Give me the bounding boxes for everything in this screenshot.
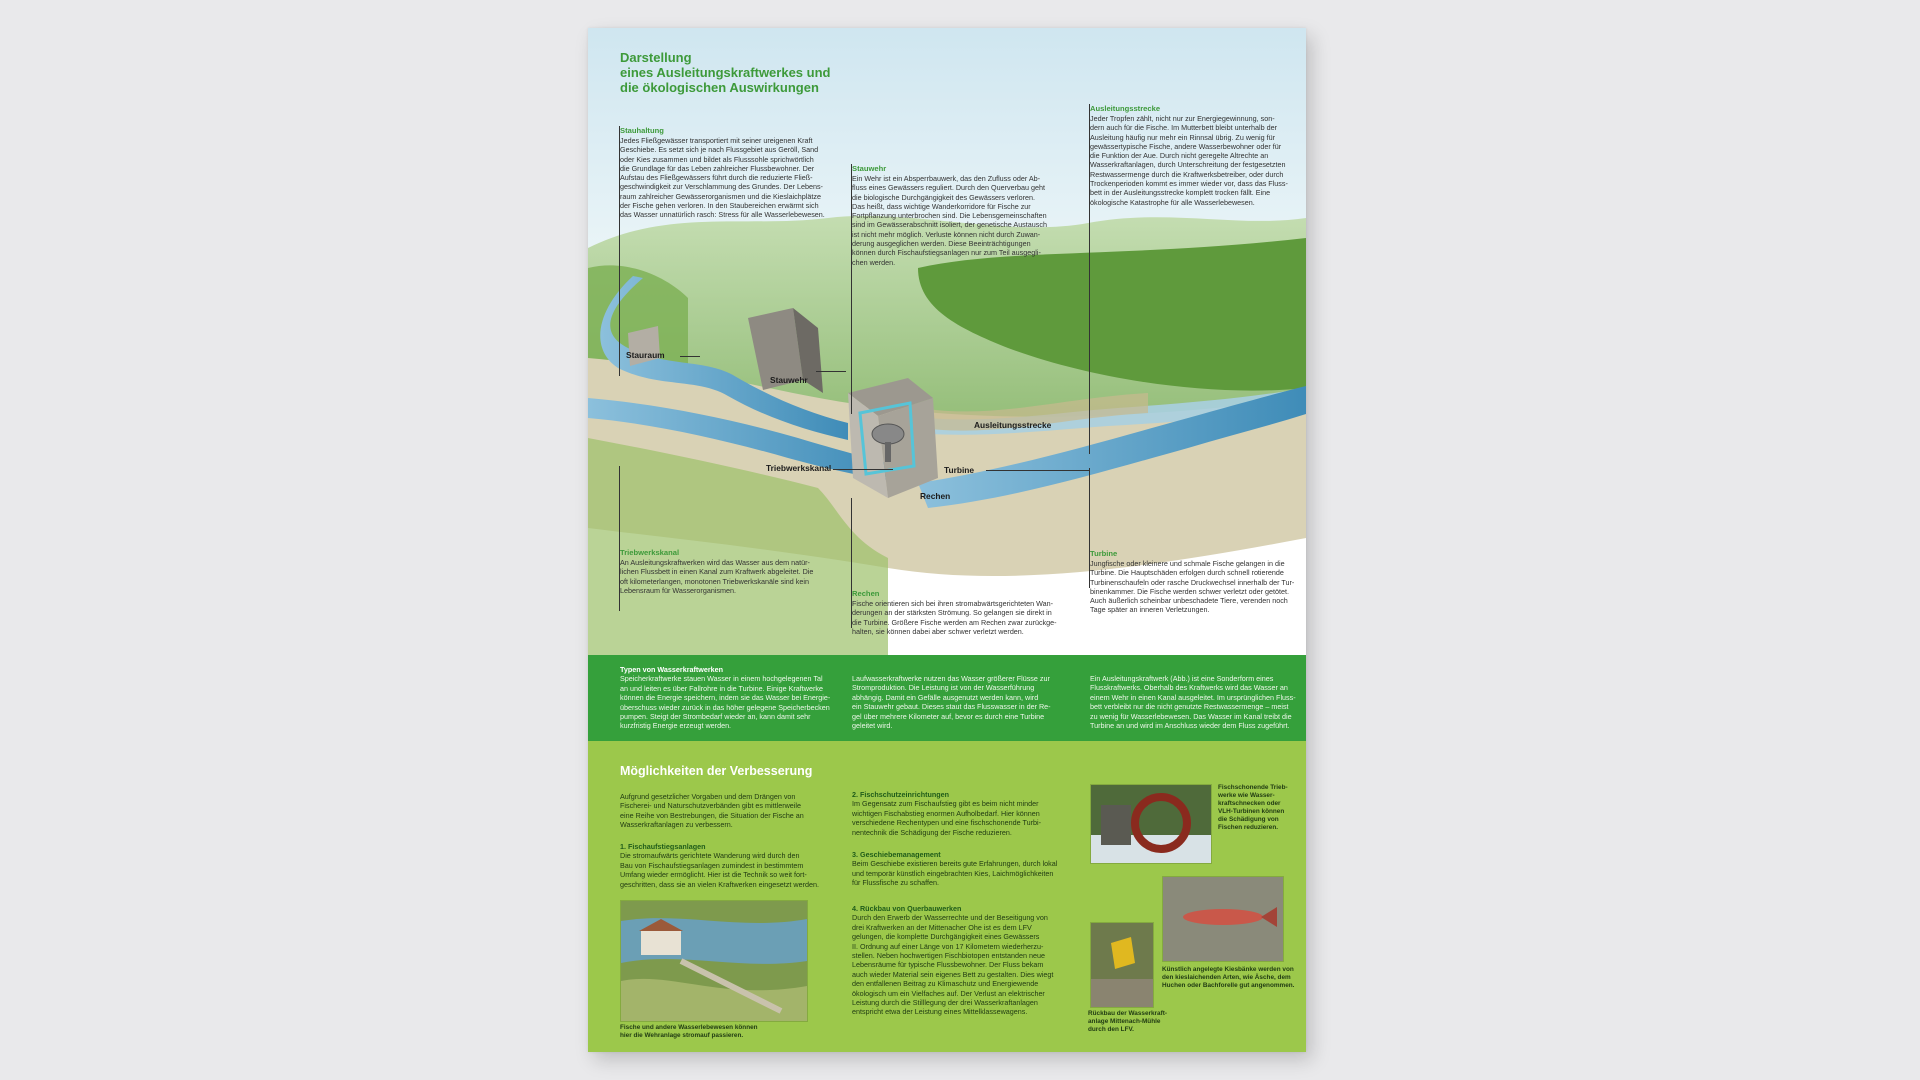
label-stauwehr: Stauwehr <box>770 375 808 385</box>
connector-rechen <box>851 498 852 628</box>
improvement-title: Möglichkeiten der Verbesserung <box>620 764 813 778</box>
label-triebwerkskanal: Triebwerkskanal <box>766 463 832 473</box>
label-turbine: Turbine <box>944 465 975 475</box>
types-col-storage: Typen von Wasserkraftwerken Speicherkraftwerke stauen Wasser in einem hochgelegenen Tal an und leiten es über Fallrohre in die Turbine. Einige Kraftwerke können die Energie speichern, indem sie das Wasser bei Energie- überschuss wieder zurück in das höher gelegene Speicherbecken pumpen. Steigt der Strombedarf wieder an, kann damit sehr kurzfristig Energie erzeugt werden. <box>620 665 831 731</box>
connector-triebwerkskanal <box>619 466 620 611</box>
text-triebwerkskanal: Triebwerkskanal An Ausleitungskraftwerken wird das Wasser aus dem natür- lichen Flussbett in einen Kanal zum Kraftwerk abgeleitet. Die oft kilometerlangen, monotonen Triebwerkskanäle sind kein Lebensraum für Wasserorganismen. <box>620 548 814 595</box>
text-ausleitungsstrecke: Ausleitungsstrecke Jeder Tropfen zählt, nicht nur zur Energiegewinnung, son- dern auch für die Fische. Im Mutterbett bleibt unterhalb der Ausleitung häufig nur mehr ein Rinnsal übrig. Zu wenig für gewässertypische Fische, andere Wasserbewohner oder für die Funktion der Aue. Durch nicht geregelte Altrechte an Wasserkraftanlagen, durch Unterschreitung der festgesetzten Restwassermenge durch die Kraftwerksbetreiber, oder durch Trockenperioden kommt es immer wieder vor, dass das Fluss- bett in der Ausleitungsstrecke komplett trocken fällt. Eine ökologische Katastrophe für alle Wasserlebewesen. <box>1090 104 1288 207</box>
photo-waterwheel <box>1090 784 1212 864</box>
turbine-wheel <box>872 424 904 444</box>
connector-turbine <box>1089 468 1090 588</box>
photo-fishway <box>620 900 808 1022</box>
improvement-fishways: 1. Fischaufstiegsanlagen Die stromaufwärts gerichtete Wanderung wird durch den Bau von Fischaufstiegsanlagen zumindest in bestimmtem Umfang wieder ermöglicht. Hier ist die Technik so weit fort- geschritten, dass sie an vielen Kraftwerken eingesetzt werden. <box>620 842 819 889</box>
pointer-turbine <box>986 470 1090 471</box>
types-col-runofriver: Laufwasserkraftwerke nutzen das Wasser größerer Flüsse zur Stromproduktion. Die Leistung ist von der Wasserführung abhängig. Damit ein Gefälle ausgenutzt werden kann, wird ein Stauwehr gebaut. Dieses staut das Flusswasser in der Re- gel über mehrere Kilometer auf, bevor es durch eine Turbine geleitet wird. <box>852 674 1051 731</box>
caption-waterwheel: Fischschonende Trieb- werke wie Wasser- kraftschnecken oder VLH-Turbinen können die Schädigung von Fischen reduzieren. <box>1218 784 1288 831</box>
photo-trout <box>1162 876 1284 962</box>
connector-ausleitungsstrecke <box>1089 104 1090 454</box>
improvement-sediment: 3. Geschiebemanagement Beim Geschiebe existieren bereits gute Erfahrungen, durch lokal und temporär künstlich eingebrachten Kies, Laichmöglichkeiten für Flussfische zu schaffen. <box>852 850 1058 888</box>
turbine-shaft <box>885 442 891 462</box>
label-rechen: Rechen <box>920 491 951 501</box>
improvement-intro: Aufgrund gesetzlicher Vorgaben und dem Drängen von Fischerei- und Naturschutzverbänden gibt es mittlerweile eine Reihe von Bestrebungen, die Situation der Fische an Wasserkraftanlagen zu verbessern. <box>620 792 804 830</box>
photo-excavator <box>1090 922 1154 1008</box>
text-stauwehr: Stauwehr Ein Wehr ist ein Absperrbauwerk, das den Zufluss oder Ab- fluss eines Gewässers reguliert. Durch den Querverbau geht die biologische Durchgängigkeit des Gewässers verloren. Das heißt, dass wichtige Wanderkorridore für Fische zur Fortpflanzung unterbrochen sind. Die Lebensgemeinschaften sind im Gewässerabschnitt isoliert, der genetische Austausch ist nicht mehr möglich. Verluste können nicht durch Zuwan- derung ausgeglichen werden. Diese Beeinträchtigungen können durch Fischaufstiegsanlagen nur zum Teil ausgegli- chen werden. <box>852 164 1047 267</box>
connector-stauhaltung <box>619 126 620 376</box>
pointer-stauraum <box>680 356 700 357</box>
types-col-diversion: Ein Ausleitungskraftwerk (Abb.) ist eine Sonderform eines Flusskraftwerks. Oberhalb des Kraftwerks wird das Wasser an einem Wehr in einen Kanal ausgeleitet. Im ursprünglichen Fluss- bett verbleibt nur die nicht genutzte Restwassermenge – meist zu wenig für Wasserlebewesen. Das Wasser im Kanal treibt die Turbine an und wird im Anschluss wieder dem Fluss zugeführt. <box>1090 674 1296 731</box>
text-turbine: Turbine Jungfische oder kleinere und schmale Fische gelangen in die Turbine. Die Hauptschäden erfolgen durch schnell rotierende Turbinenschaufeln oder rasche Druckwechsel innerhalb der Tur- binenkammer. Die Fische werden schwer verletzt oder getötet. Auch äußerlich scheinbar unbeschadete Tiere, verenden noch Tage später an inneren Verletzungen. <box>1090 549 1295 615</box>
text-rechen: Rechen Fische orientieren sich bei ihren stromabwärtsgerichteten Wan- derungen an der stärksten Strömung. So gelangen sie direkt in die Turbine. Größere Fische werden am Rechen zwar zurückge- halten, sie können dabei aber schwer verletzt werden. <box>852 589 1057 636</box>
caption-trout: Künstlich angelegte Kiesbänke werden von den kieslaichenden Arten, wie Äsche, dem Huchen oder Bachforelle gut angenommen. <box>1162 966 1295 989</box>
caption-fishway: Fische und andere Wasserlebewesen können hier die Wehranlage stromauf passieren. <box>620 1024 758 1039</box>
pointer-triebwerkskanal <box>833 469 893 470</box>
label-stauraum: Stauraum <box>626 350 665 360</box>
caption-removal: Rückbau der Wasserkraft- anlage Mittenach-Mühle durch den LFV. <box>1088 1010 1167 1033</box>
connector-stauwehr <box>851 164 852 414</box>
improvement-protection: 2. Fischschutzeinrichtungen Im Gegensatz zum Fischaufstieg gibt es beim nicht minder wichtigen Fischabstieg enormen Aufholbedarf. Hier können verschiedene Rechentypen und eine fischschonende Turbi- nentechnik die Schädigung der Fische reduzieren. <box>852 790 1041 837</box>
improvement-removal: 4. Rückbau von Querbauwerken Durch den Erwerb der Wasserrechte und der Beseitigung von drei Kraftwerken an der Mittenacher Ohe ist es dem LFV gelungen, die komplette Durchgängigkeit eines Gewässers II. Ordnung auf einer Länge von 17 Kilometern wiederherzu- stellen. Neben hochwertigen Fischbiotopen entstanden neue Lebensräume für typische Flussbewohner. Der Fluss bekam auch wieder Material sein eigenes Bett zu gestalten. Dies wiegt den entfallenen Beitrag zu Klimaschutz und Energiewende ökologisch um ein Vielfaches auf. Der Verlust an elektrischer Leistung durch die Stilllegung der drei Wasserkraftanlagen entspricht etwa der Leistung eines Mittelklassewagens. <box>852 904 1054 1017</box>
poster-title: Darstellung eines Ausleitungskraftwerkes und die ökologischen Auswirkungen <box>620 50 831 95</box>
pointer-stauwehr <box>816 371 846 372</box>
label-ausleitungsstrecke: Ausleitungsstrecke <box>974 420 1052 430</box>
poster <box>588 28 1306 1052</box>
text-stauhaltung: Stauhaltung Jedes Fließgewässer transportiert mit seiner ureigenen Kraft Geschiebe. Es setzt sich je nach Flussgebiet aus Geröll, Sand oder Kies zusammen und bildet als Flusssohle sprichwörtlich die Grundlage für das Leben zahlreicher Flussbewohner. Der Aufstau des Fließgewässers führt durch die reduzierte Fließ- geschwindigkeit zur Verschlammung des Grundes. Der Lebens- raum zahlreicher Gewässerorganismen und die Kieslaichplätze der Fische gehen verloren. In den Staubereichen erwärmt sich das Wasser unnatürlich rasch: Stress für alle Wasserlebewesen. <box>620 126 825 220</box>
